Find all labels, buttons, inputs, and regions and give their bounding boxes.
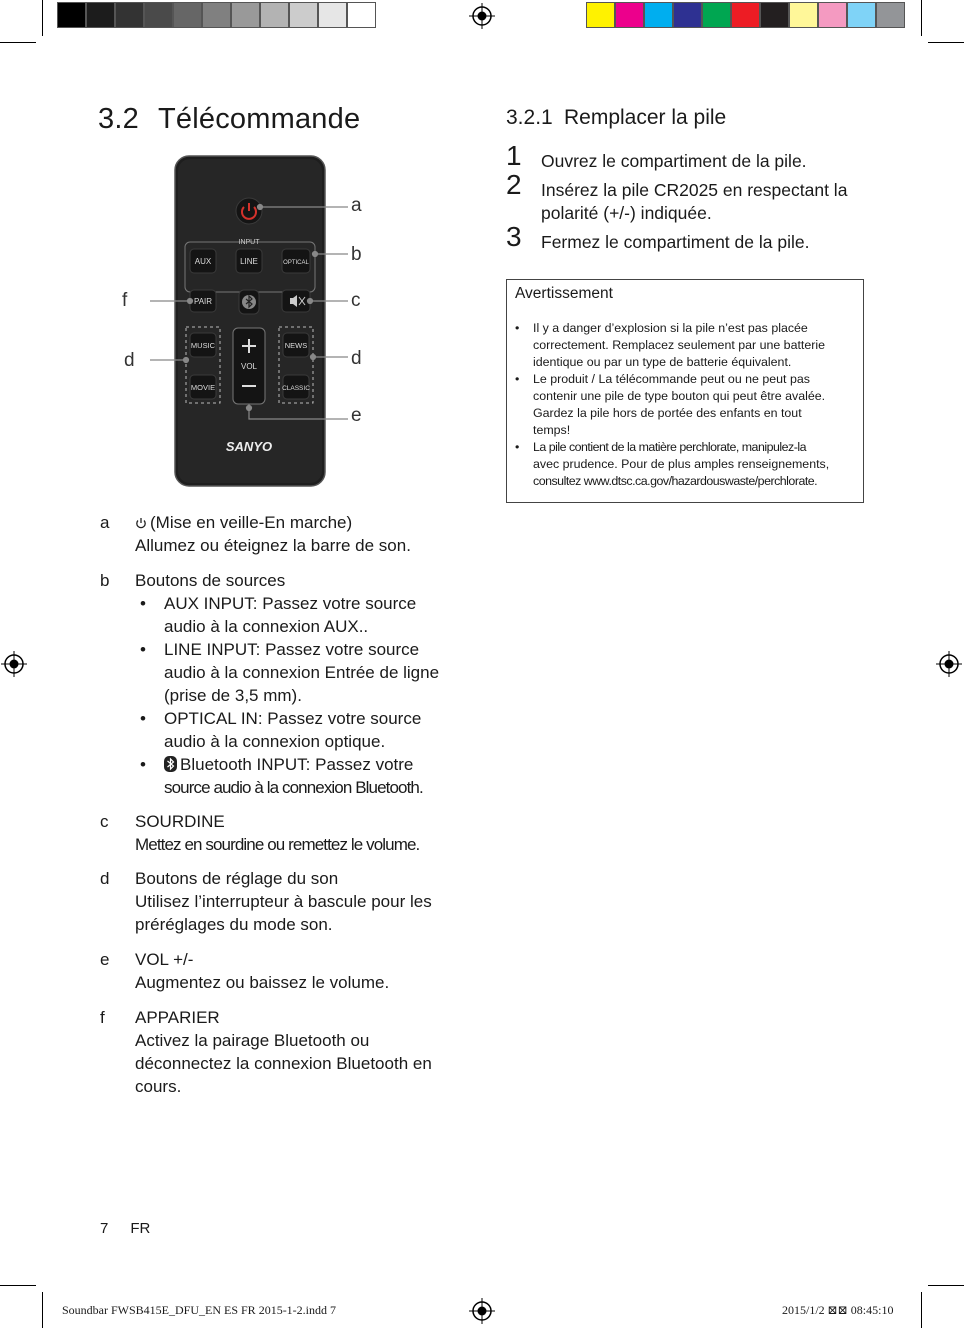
callout-label-a: a [351, 195, 362, 216]
bullet-line-line1: • LINE INPUT: Passez votre source [164, 640, 420, 659]
warning-item-1-line1: • Il y a danger d’explosion si la pile n’est pas placée [533, 321, 808, 335]
definition-e-line1: Augmentez ou baissez le volume. [135, 973, 390, 992]
color-swatch [702, 2, 731, 28]
bullet-bluetooth [135, 753, 465, 799]
crop-mark [0, 42, 36, 43]
movie-button: MOVIE [190, 383, 216, 392]
crop-mark [0, 1285, 36, 1286]
warning-item [515, 439, 859, 490]
crop-mark [921, 0, 922, 36]
color-swatch [318, 2, 347, 28]
section-number: 3.2 [98, 103, 139, 135]
pair-button: PAIR [193, 297, 213, 306]
warning-item-2-line4: temps! [533, 423, 571, 437]
warning-item-2-line3: Gardez la pile hors de portée des enfants en tout [533, 406, 802, 420]
subsection-number: 3.2.1 [506, 106, 553, 129]
warning-item-3-line3: consultez www.dtsc.ca.gov/hazardouswaste/perchlorate. [533, 474, 818, 488]
classic-button: CLASSIC [282, 385, 310, 392]
color-swatch [847, 2, 876, 28]
aux-button: AUX [194, 257, 212, 266]
definition-d-line1: Utilisez l’interrupteur à bascule pour les [135, 892, 432, 911]
definition-key: e [100, 950, 110, 969]
bullet-optical-line1: • OPTICAL IN: Passez votre source [164, 709, 422, 728]
color-swatch [731, 2, 760, 28]
color-swatch [818, 2, 847, 28]
section-title: Télécommande [158, 103, 361, 135]
news-button: NEWS [284, 341, 308, 350]
definition-a-line1: (Mise en veille-En marche) [150, 513, 353, 532]
section-heading [98, 103, 360, 136]
warning-item [515, 320, 859, 371]
input-label: INPUT [238, 239, 260, 246]
definition-key: d [100, 869, 110, 888]
bullet-aux-line2: audio à la connexion AUX.. [164, 617, 369, 636]
color-swatch [173, 2, 202, 28]
warning-title: Avertissement [515, 285, 613, 302]
slug-datetime: 2015/1/2 ⊠⊠ 08:45:10 [782, 1303, 894, 1317]
warning-item-3-line2: avec prudence. Pour de plus amples renseignements, [533, 457, 830, 471]
page-number: 7 [100, 1220, 109, 1237]
step-2-line1: Insérez la pile CR2025 en respectant la [541, 180, 848, 200]
crop-mark [928, 1285, 964, 1286]
power-button [236, 198, 262, 224]
definition-c-line1: Mettez en sourdine ou remettez le volume. [135, 835, 420, 854]
line-button: LINE [240, 257, 258, 266]
warning-item-1-line2: correctement. Remplacez seulement par une batterie [533, 338, 826, 352]
slug-filename: Soundbar FWSB415E_DFU_EN ES FR 2015-1-2.indd 7 [62, 1303, 337, 1317]
color-swatch [789, 2, 818, 28]
bullet-aux-line1: • AUX INPUT: Passez votre source [164, 594, 417, 613]
registration-mark-icon [469, 3, 495, 29]
callout-label-d-left: d [124, 350, 135, 371]
power-icon [135, 517, 147, 529]
crop-mark [42, 0, 43, 36]
color-swatch [202, 2, 231, 28]
color-swatch [115, 2, 144, 28]
color-swatch [644, 2, 673, 28]
color-swatch [347, 2, 376, 28]
callout-label-f: f [122, 290, 128, 311]
color-swatch [260, 2, 289, 28]
step-number: 2 [506, 169, 522, 200]
warning-item [515, 371, 859, 439]
step-number: 3 [506, 221, 522, 252]
optical-button: OPTICAL [283, 260, 309, 266]
remote-control-illustration [110, 150, 375, 490]
callout-label-c: c [351, 290, 361, 311]
definition-key: f [100, 1008, 105, 1027]
vol-label: VOL [240, 362, 258, 371]
registration-mark-icon [1, 651, 27, 677]
subsection-title: Remplacer la pile [564, 106, 727, 129]
bullet-bluetooth-line2: source audio à la connexion Bluetooth. [164, 778, 423, 797]
definition-c-title: SOURDINE [135, 812, 225, 831]
music-button: MUSIC [190, 341, 216, 350]
definition-key: a [100, 513, 110, 532]
definition-f-line2: déconnectez la connexion Bluetooth en [135, 1054, 432, 1073]
step-number: 1 [506, 140, 522, 171]
warning-item-3-line1: • La pile contient de la matière perchlorate, manipulez-la [533, 440, 806, 454]
bullet-aux [135, 592, 465, 638]
definition-f-line1: Activez la pairage Bluetooth ou [135, 1031, 370, 1050]
bullet-bluetooth-line1: Bluetooth INPUT: Passez votre [180, 755, 414, 774]
step-1-line1: Ouvrez le compartiment de la pile. [541, 151, 807, 171]
callout-label-b: b [351, 244, 362, 265]
warning-item-1-line3: identique ou par un type de batterie équivalent. [533, 355, 792, 369]
bullet-line-line3: (prise de 3,5 mm). [164, 686, 302, 705]
crop-mark [42, 1292, 43, 1328]
bullet-line-line2: audio à la connexion Entrée de ligne [164, 663, 440, 682]
color-swatch [615, 2, 644, 28]
callout-label-e: e [351, 405, 362, 426]
color-swatch [586, 2, 615, 28]
color-swatch [86, 2, 115, 28]
definition-key: c [100, 812, 109, 831]
bullet-line [135, 638, 465, 707]
definition-d-title: Boutons de réglage du son [135, 869, 339, 888]
brand-logo: SANYO [225, 439, 273, 454]
warning-item-2-line1: • Le produit / La télécommande peut ou ne peut pas [533, 372, 810, 386]
color-swatch [673, 2, 702, 28]
definition-f-line3: cours. [135, 1077, 182, 1096]
color-swatch [760, 2, 789, 28]
crop-mark [921, 1292, 922, 1328]
color-swatch [231, 2, 260, 28]
color-swatch [876, 2, 905, 28]
step-3-line1: Fermez le compartiment de la pile. [541, 232, 810, 252]
warning-item-2-line2: contenir une pile de type bouton qui peut être avalée. [533, 389, 826, 403]
bullet-optical-line2: audio à la connexion optique. [164, 732, 386, 751]
definition-d-line2: préréglages du mode son. [135, 915, 333, 934]
definition-b-title: Boutons de sources [135, 571, 286, 590]
definition-e-title: VOL +/- [135, 950, 194, 969]
language-code: FR [130, 1220, 151, 1237]
definition-f-title: APPARIER [135, 1008, 220, 1027]
callout-label-d-right: d [351, 348, 362, 369]
bluetooth-icon [164, 756, 177, 772]
definition-key: b [100, 571, 110, 590]
page-footer [100, 1220, 172, 1237]
registration-mark-icon [936, 651, 962, 677]
registration-mark-icon [469, 1298, 495, 1324]
crop-mark [928, 42, 964, 43]
definition-a-line2: Allumez ou éteignez la barre de son. [135, 536, 411, 555]
warning-box [506, 279, 864, 503]
bullet-optical [135, 707, 465, 753]
color-swatch [289, 2, 318, 28]
warning-list [515, 320, 859, 490]
color-swatch [144, 2, 173, 28]
color-swatch [57, 2, 86, 28]
step-2-line2: polarité (+/-) indiquée. [541, 203, 712, 223]
subsection-heading [506, 106, 726, 130]
